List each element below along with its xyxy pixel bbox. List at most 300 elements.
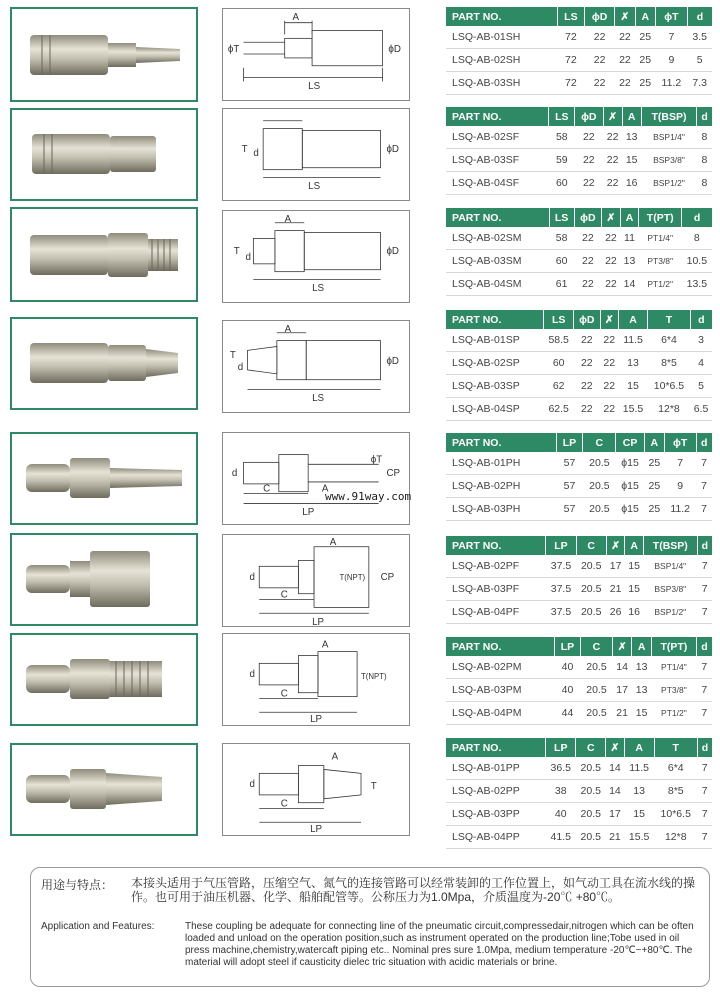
label-t: T(NPT) — [361, 672, 387, 682]
label-lp: LP — [310, 714, 323, 725]
table-cell: 8*5 — [654, 780, 697, 803]
header-cell: ϕD — [575, 107, 603, 126]
table-row — [446, 398, 712, 421]
header-cell: ✗ — [602, 208, 621, 227]
table-cell: 7 — [696, 679, 712, 702]
table-cell: 20.5 — [581, 679, 613, 702]
table-cell: 11 — [620, 227, 638, 250]
header-cell: A — [635, 7, 655, 26]
table-cell: ϕ15 — [616, 452, 645, 475]
table-cell: 7 — [655, 26, 687, 49]
spec-header-row — [446, 310, 712, 329]
label-dd: ϕD — [386, 356, 399, 368]
table-cell: 16 — [622, 172, 641, 195]
part-no-cell: LSQ-AB-01PP — [446, 757, 546, 780]
table-row — [446, 149, 712, 172]
table-cell: 21 — [612, 702, 632, 725]
table-cell: 22 — [600, 398, 618, 421]
table-cell: 25 — [644, 452, 664, 475]
header-cell: ϕT — [655, 7, 687, 26]
label-dd: ϕD — [388, 44, 401, 56]
header-cell: ✗ — [615, 7, 635, 26]
table-cell: BSP1/4" — [643, 555, 697, 578]
part-no-cell: LSQ-AB-02SH — [446, 49, 557, 72]
table-cell: 22 — [585, 72, 615, 95]
table-cell: 12*8 — [654, 826, 697, 849]
table-row — [446, 601, 712, 624]
table-cell: 22 — [603, 149, 622, 172]
table-cell: 62.5 — [544, 398, 573, 421]
label-ls: LS — [312, 393, 325, 405]
spec-header-row — [446, 433, 712, 452]
label-a: A — [284, 323, 292, 335]
table-row — [446, 72, 712, 95]
table-cell: 58 — [549, 126, 575, 149]
table-cell: 22 — [603, 126, 622, 149]
label-a: A — [329, 536, 337, 548]
table-cell: 22 — [585, 49, 615, 72]
header-cell: C — [581, 637, 613, 656]
table-cell: 22 — [573, 398, 600, 421]
table-cell: 13 — [624, 780, 654, 803]
part-no-cell: LSQ-AB-02PM — [446, 656, 554, 679]
part-no-cell: LSQ-AB-01SP — [446, 329, 544, 352]
table-cell: 10*6.5 — [648, 375, 690, 398]
table-cell: 72 — [557, 72, 584, 95]
header-cell: A — [644, 433, 664, 452]
watermark: www.91way.com — [325, 490, 412, 503]
label-d: d — [249, 669, 255, 681]
table-row — [446, 126, 712, 149]
table-cell: 22 — [574, 250, 602, 273]
table-cell: 20.5 — [581, 702, 613, 725]
table-cell: 11.5 — [618, 329, 647, 352]
label-c: C — [280, 589, 288, 601]
table-cell: 15 — [622, 149, 641, 172]
photo-plug-hose-barb — [10, 432, 198, 525]
label-c: C — [280, 688, 288, 700]
table-cell: 13 — [622, 126, 641, 149]
header-cell: T — [654, 738, 697, 757]
table-row — [446, 498, 712, 521]
table-cell: 13 — [632, 679, 651, 702]
table-cell: 17 — [606, 803, 624, 826]
table-cell: 12*8 — [648, 398, 690, 421]
part-no-cell: LSQ-AB-02PH — [446, 475, 556, 498]
label-d: d — [249, 779, 255, 791]
table-cell: 15 — [624, 803, 654, 826]
table-cell: 13.5 — [682, 273, 712, 296]
header-cell: PART NO. — [446, 310, 544, 329]
table-cell: 22 — [573, 329, 600, 352]
part-no-cell: LSQ-AB-03SH — [446, 72, 557, 95]
table-cell: 7 — [696, 452, 712, 475]
label-t: T(NPT) — [339, 573, 366, 583]
part-no-cell: LSQ-AB-04SF — [446, 172, 549, 195]
table-cell: 40 — [554, 679, 580, 702]
header-cell: d — [697, 107, 712, 126]
header-cell: PART NO. — [446, 637, 554, 656]
label-c: C — [280, 798, 288, 810]
description-cn-label: 用途与特点： — [41, 878, 114, 892]
table-cell: 4 — [690, 352, 712, 375]
table-cell: 57 — [556, 475, 583, 498]
table-cell: 15 — [632, 702, 651, 725]
header-cell: ϕT — [664, 433, 696, 452]
table-cell: PT3/8" — [639, 250, 682, 273]
table-cell: 7 — [664, 452, 696, 475]
table-cell: 10*6.5 — [654, 803, 697, 826]
label-a: A — [284, 213, 292, 225]
table-cell: 22 — [573, 375, 600, 398]
table-cell: 37.5 — [546, 555, 576, 578]
spec-table-pm — [446, 637, 712, 725]
label-a: A — [321, 483, 329, 495]
table-cell: 22 — [603, 172, 622, 195]
table-cell: 22 — [585, 26, 615, 49]
drawing-plug-male-thread — [222, 633, 410, 726]
spec-header-row — [446, 107, 712, 126]
table-row — [446, 375, 712, 398]
table-cell: 17 — [612, 679, 632, 702]
header-cell: d — [687, 7, 712, 26]
drawing-socket-female-thread — [222, 108, 410, 201]
spec-header-row — [446, 208, 712, 227]
table-cell: PT1/4" — [651, 656, 696, 679]
header-cell: T(PT) — [639, 208, 682, 227]
header-cell: PART NO. — [446, 208, 549, 227]
table-cell: 57 — [556, 452, 583, 475]
part-no-cell: LSQ-AB-03PF — [446, 578, 546, 601]
table-cell: 20.5 — [583, 475, 616, 498]
spec-table-sh — [446, 7, 712, 95]
description-en-text: These coupling be adequate for connecting line of the pneumatic circuit,compressedair,nitrogen which can be often loaded and unload on the operation position,such as instrument operated on the production line;Tobe used in oil press machine,chemistry,watercaft piping etc.. Nominal pres sure 1.0Mpa, medium temperature -20℃~+80℃. The material will adopt steel if causticity dielec tric situation with acidic materials or brine. — [185, 921, 694, 968]
header-cell: d — [682, 208, 712, 227]
table-cell: 40 — [554, 656, 580, 679]
table-cell: 7 — [696, 656, 712, 679]
header-cell: A — [632, 637, 651, 656]
table-cell: 7 — [697, 578, 712, 601]
part-no-cell: LSQ-AB-04SM — [446, 273, 549, 296]
header-cell: d — [696, 433, 712, 452]
spec-table-pf — [446, 536, 712, 624]
table-cell: 25 — [635, 72, 655, 95]
table-cell: 6*4 — [648, 329, 690, 352]
photo-plug-male-thread — [10, 633, 198, 726]
header-cell: ϕD — [573, 310, 600, 329]
table-cell: 36.5 — [546, 757, 576, 780]
header-cell: LS — [557, 7, 584, 26]
part-no-cell: LSQ-AB-03SM — [446, 250, 549, 273]
label-d: d — [237, 361, 244, 373]
part-no-cell: LSQ-AB-02PF — [446, 555, 546, 578]
label-dd: ϕD — [386, 246, 399, 258]
table-cell: 59 — [549, 149, 575, 172]
table-cell: 22 — [574, 227, 602, 250]
drawing-socket-push-on — [222, 320, 410, 413]
part-no-cell: LSQ-AB-04PM — [446, 702, 554, 725]
header-cell: A — [622, 107, 641, 126]
table-row — [446, 679, 712, 702]
table-cell: 5 — [690, 375, 712, 398]
header-cell: LP — [554, 637, 580, 656]
table-row — [446, 826, 712, 849]
table-cell: 7 — [697, 555, 712, 578]
table-cell: ϕ15 — [616, 498, 645, 521]
photo-socket-hose-barb — [10, 7, 198, 102]
table-cell: 8 — [697, 149, 712, 172]
header-cell: LS — [544, 310, 573, 329]
table-cell: BSP3/8" — [641, 149, 697, 172]
table-cell: 25 — [635, 49, 655, 72]
header-cell: ✗ — [600, 310, 618, 329]
table-cell: 22 — [600, 329, 618, 352]
header-cell: PART NO. — [446, 536, 546, 555]
table-cell: 22 — [575, 149, 603, 172]
table-cell: 7 — [697, 826, 712, 849]
table-cell: 20.5 — [576, 780, 606, 803]
part-no-cell: LSQ-AB-04PP — [446, 826, 546, 849]
part-no-cell: LSQ-AB-04PF — [446, 601, 546, 624]
table-cell: 10.5 — [682, 250, 712, 273]
label-t: T — [233, 246, 240, 258]
table-cell: 6.5 — [690, 398, 712, 421]
table-cell: 20.5 — [583, 498, 616, 521]
table-cell: 60 — [549, 172, 575, 195]
label-lp: LP — [310, 824, 323, 835]
table-cell: PT1/2" — [651, 702, 696, 725]
table-row — [446, 780, 712, 803]
table-cell: 16 — [625, 601, 643, 624]
label-ls: LS — [308, 181, 321, 193]
table-cell: 20.5 — [583, 452, 616, 475]
photo-plug-female-thread — [10, 533, 198, 626]
table-row — [446, 227, 712, 250]
header-cell: C — [576, 738, 606, 757]
spec-header-row — [446, 738, 712, 757]
table-row — [446, 578, 712, 601]
spec-table-sf — [446, 107, 712, 195]
table-cell: 58 — [549, 227, 574, 250]
table-cell: 7 — [697, 601, 712, 624]
label-t: T — [229, 350, 236, 362]
description-en-label: Application and Features: — [41, 921, 155, 932]
part-no-cell: LSQ-AB-01PH — [446, 452, 556, 475]
header-cell: ✗ — [606, 536, 625, 555]
table-cell: 38 — [546, 780, 576, 803]
table-cell: 62 — [544, 375, 573, 398]
drawing-plug-push-on — [222, 743, 410, 836]
header-cell: A — [620, 208, 638, 227]
photo-plug-push-on — [10, 743, 198, 836]
header-cell: ✗ — [606, 738, 624, 757]
table-cell: 22 — [615, 26, 635, 49]
label-t: ϕT — [227, 44, 240, 56]
part-no-cell: LSQ-AB-03PP — [446, 803, 546, 826]
label-d: d — [249, 572, 255, 584]
table-cell: 7 — [696, 498, 712, 521]
part-no-cell: LSQ-AB-02SF — [446, 126, 549, 149]
table-cell: 37.5 — [546, 601, 576, 624]
spec-header-row — [446, 536, 712, 555]
table-cell: 14 — [606, 780, 624, 803]
header-cell: T(BSP) — [643, 536, 697, 555]
header-cell: d — [690, 310, 712, 329]
table-cell: 20.5 — [576, 803, 606, 826]
table-cell: BSP1/4" — [641, 126, 697, 149]
table-cell: 41.5 — [546, 826, 576, 849]
spec-table-sm — [446, 208, 712, 296]
table-cell: 22 — [575, 126, 603, 149]
header-cell: d — [697, 738, 712, 757]
label-a: A — [331, 751, 339, 763]
table-cell: 3 — [690, 329, 712, 352]
header-cell: C — [576, 536, 606, 555]
table-cell: 7.3 — [687, 72, 712, 95]
table-cell: 15 — [618, 375, 647, 398]
table-cell: 14 — [606, 757, 624, 780]
table-cell: 8 — [697, 126, 712, 149]
label-t: ϕT — [370, 454, 383, 466]
drawing-socket-male-thread — [222, 210, 410, 303]
header-cell: LS — [549, 107, 575, 126]
table-cell: 20.5 — [576, 555, 606, 578]
table-row — [446, 702, 712, 725]
table-cell: 7 — [697, 757, 712, 780]
table-cell: 22 — [574, 273, 602, 296]
label-cp: CP — [386, 468, 401, 480]
table-cell: 22 — [600, 375, 618, 398]
header-cell: ✗ — [612, 637, 632, 656]
table-cell: 25 — [644, 475, 664, 498]
table-cell: BSP1/2" — [643, 601, 697, 624]
table-cell: 57 — [556, 498, 583, 521]
part-no-cell: LSQ-AB-03SF — [446, 149, 549, 172]
label-cp: CP — [380, 572, 395, 584]
table-cell: 60 — [549, 250, 574, 273]
header-cell: PART NO. — [446, 433, 556, 452]
table-cell: 26 — [606, 601, 625, 624]
spec-header-row — [446, 7, 712, 26]
label-d: d — [245, 251, 251, 263]
table-cell: 60 — [544, 352, 573, 375]
table-cell: PT1/4" — [639, 227, 682, 250]
table-cell: 5 — [687, 49, 712, 72]
header-cell: d — [696, 637, 712, 656]
table-row — [446, 452, 712, 475]
drawing-socket-hose-barb — [222, 8, 410, 101]
table-cell: 13 — [618, 352, 647, 375]
photo-socket-male-thread — [10, 207, 198, 302]
label-lp: LP — [302, 507, 315, 519]
label-ls: LS — [308, 81, 321, 93]
table-cell: 61 — [549, 273, 574, 296]
header-cell: T(PT) — [651, 637, 696, 656]
spec-table-ph — [446, 433, 712, 521]
table-row — [446, 803, 712, 826]
label-a: A — [321, 639, 329, 651]
table-cell: 15 — [625, 555, 643, 578]
table-cell: 17 — [606, 555, 625, 578]
photo-socket-push-on — [10, 317, 198, 410]
header-cell: T — [648, 310, 690, 329]
table-cell: ϕ15 — [616, 475, 645, 498]
table-cell: 22 — [602, 273, 621, 296]
table-cell: 8*5 — [648, 352, 690, 375]
spec-table-pp — [446, 738, 712, 849]
table-cell: 20.5 — [576, 757, 606, 780]
header-cell: LP — [556, 433, 583, 452]
photo-socket-female-thread — [10, 108, 198, 201]
header-cell: A — [618, 310, 647, 329]
table-cell: 13 — [632, 656, 651, 679]
table-row — [446, 757, 712, 780]
header-cell: C — [583, 433, 616, 452]
part-no-cell: LSQ-AB-03PM — [446, 679, 554, 702]
header-cell: A — [624, 738, 654, 757]
label-d: d — [231, 468, 238, 480]
label-t: T — [370, 781, 377, 793]
table-cell: 8 — [682, 227, 712, 250]
label-lp: LP — [312, 617, 325, 626]
label-c: C — [263, 483, 271, 495]
table-row — [446, 273, 712, 296]
table-cell: BSP3/8" — [643, 578, 697, 601]
table-cell: 72 — [557, 49, 584, 72]
header-cell: ϕD — [574, 208, 602, 227]
table-row — [446, 49, 712, 72]
spec-header-row — [446, 637, 712, 656]
table-cell: 72 — [557, 26, 584, 49]
table-cell: 22 — [573, 352, 600, 375]
header-cell: LP — [546, 536, 576, 555]
table-cell: 15.5 — [618, 398, 647, 421]
part-no-cell: LSQ-AB-04SP — [446, 398, 544, 421]
header-cell: LP — [546, 738, 576, 757]
table-cell: 20.5 — [576, 826, 606, 849]
drawing-plug-female-thread — [222, 534, 410, 627]
table-cell: 58.5 — [544, 329, 573, 352]
table-cell: 8 — [697, 172, 712, 195]
table-row — [446, 26, 712, 49]
table-cell: 22 — [575, 172, 603, 195]
table-cell: PT3/8" — [651, 679, 696, 702]
label-ls: LS — [312, 283, 325, 295]
table-row — [446, 475, 712, 498]
table-cell: 25 — [644, 498, 664, 521]
table-row — [446, 555, 712, 578]
table-cell: 20.5 — [576, 601, 606, 624]
part-no-cell: LSQ-AB-02PP — [446, 780, 546, 803]
table-cell: PT1/2" — [639, 273, 682, 296]
table-row — [446, 656, 712, 679]
table-cell: 3.5 — [687, 26, 712, 49]
header-cell: ✗ — [603, 107, 622, 126]
label-a: A — [292, 11, 300, 23]
table-cell: 11.5 — [624, 757, 654, 780]
header-cell: LS — [549, 208, 574, 227]
part-no-cell: LSQ-AB-02SM — [446, 227, 549, 250]
table-cell: 25 — [635, 26, 655, 49]
table-cell: 22 — [615, 72, 635, 95]
table-cell: 6*4 — [654, 757, 697, 780]
part-no-cell: LSQ-AB-03PH — [446, 498, 556, 521]
table-cell: 22 — [602, 227, 621, 250]
table-cell: 14 — [612, 656, 632, 679]
table-cell: 15.5 — [624, 826, 654, 849]
table-cell: 7 — [696, 702, 712, 725]
description-box — [30, 867, 710, 987]
